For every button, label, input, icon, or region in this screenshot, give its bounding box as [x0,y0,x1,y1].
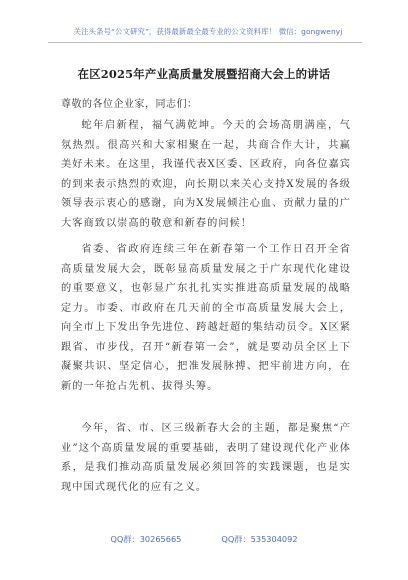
document-title: 在区2025年产业高质量发展暨招商大会上的讲话 [77,67,331,81]
header-banner: 关注头条号“公文研究”，获得最新最全最专业的公文资料库！ 微信：gongwenyj [73,27,343,36]
footer-qq-group-2: QQ群：535304092 [221,534,298,544]
footer [0,534,408,545]
paragraph-2: 省委、省政府连续三年在新春第一个工作日召开全省高质量发展大会，既彰显高质量发展之于广东现代化建设的重要意义，也彰显广东扎扎实实推进高质量发展的战略定力。市委、市政府在几天前的全市高质量发展大会上，向全市上下发出争先进位、跨越赶超的集结动员令。X区紧跟省、市步伐，召开“新春第一会”，就是要动员全区上下凝聚共识、坚定信心，把准发展脉搏、把牢前进方向，在新的一年抢占先机、拔得头筹。 [61,244,351,392]
header-divider [48,42,362,43]
salutation: 尊敬的各位企业家，同志们： [61,99,198,110]
paragraph-3: 今年，省、市、区三级新春大会的主题，都是聚焦“产业”这个高质量发展的重要基础，表明了建设现代化产业体系，是我们推动高质量发展必须回答的实践课题，也是实现中国式现代化的应有之义。 [61,423,351,493]
footer-qq-group-1: QQ群：30265665 [110,534,182,544]
paragraph-1: 蛇年启新程，福气满乾坤。今天的会场高朋满座，气氛热烈。很高兴和大家相聚在一起，共商合作大计，共赢美好未来。在这里，我谨代表X区委、区政府，向各位嘉宾的到来表示热烈的欢迎，向长期以来关心支持X发展的各级领导表示衷心的感谢，向为X发展倾注心血、贡献力量的广大客商致以崇高的敬意和新春的问候！ [61,120,351,229]
